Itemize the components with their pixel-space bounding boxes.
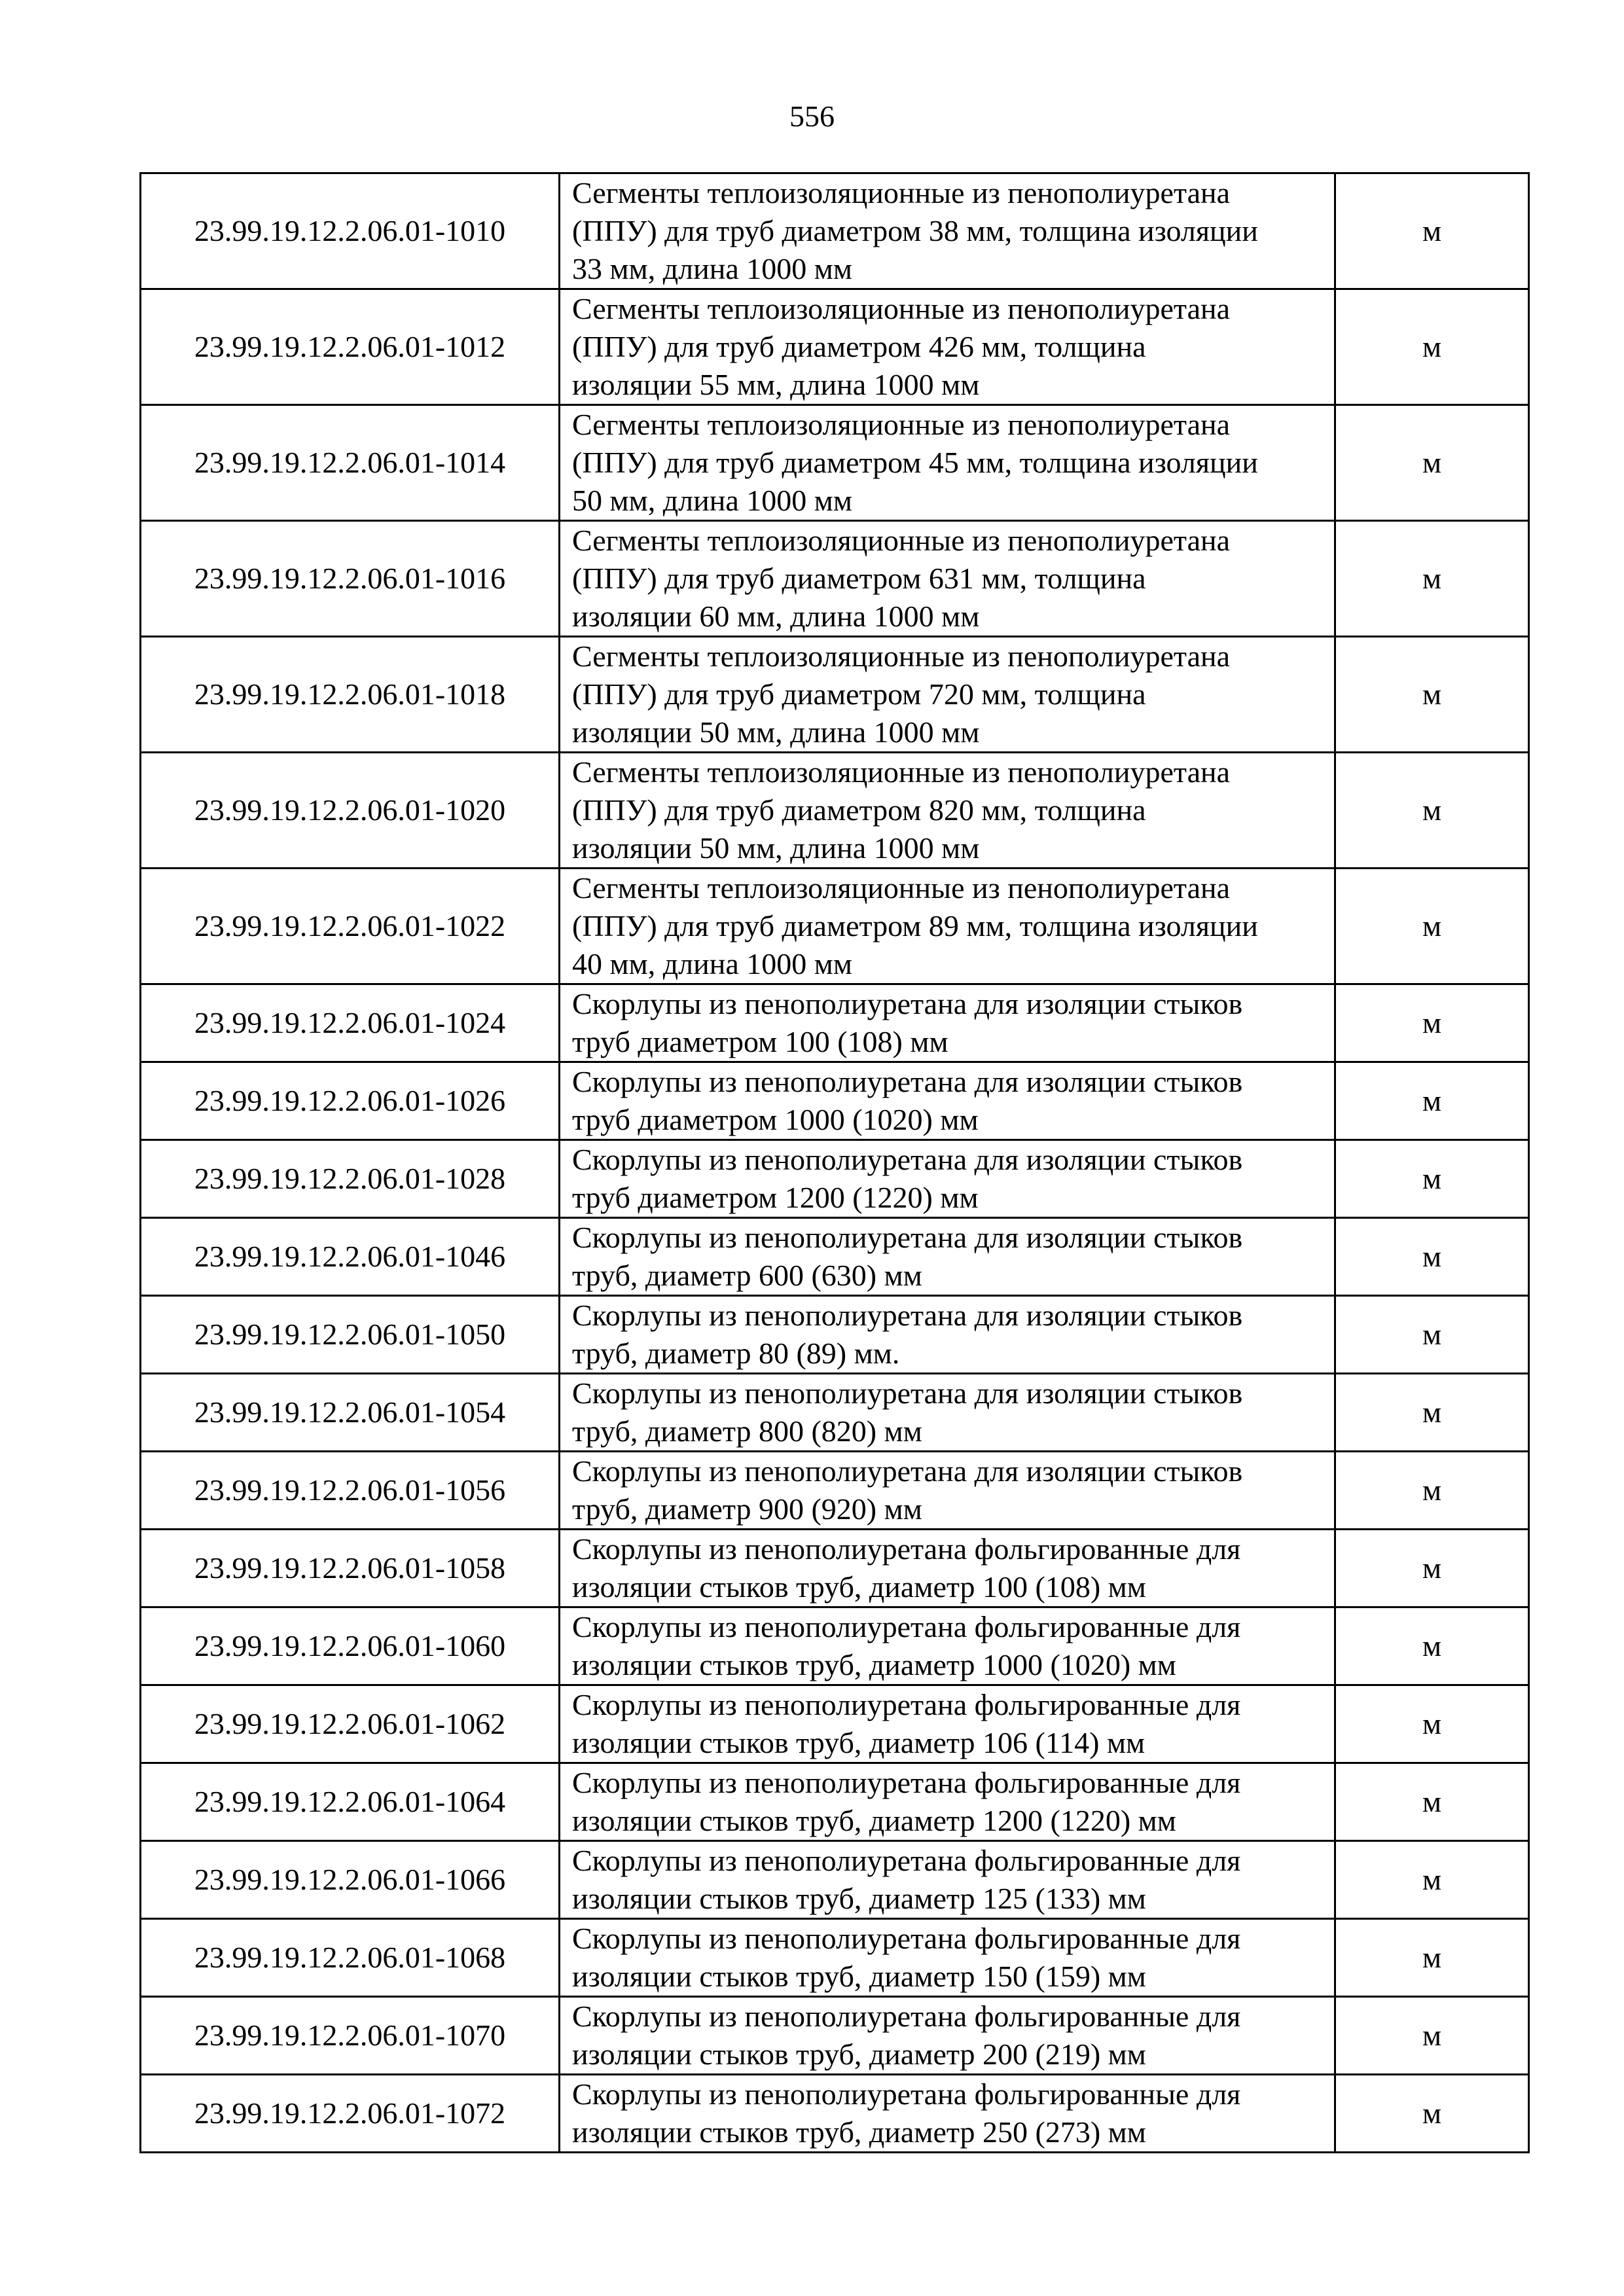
resource-description [560,869,1335,984]
resource-description [560,1374,1335,1452]
description-line: изоляции 60 мм, длина 1000 мм [572,600,980,633]
table-row [141,1607,1529,1685]
description-line: Сегменты теплоизоляционные из пенополиуретана [572,292,1231,325]
description-line: изоляции 55 мм, длина 1000 мм [572,368,980,401]
resource-code: 23.99.19.12.2.06.01-1062 [141,1685,560,1763]
resource-description [560,637,1335,753]
description-line: изоляции 50 мм, длина 1000 мм [572,831,980,865]
resource-code: 23.99.19.12.2.06.01-1064 [141,1763,560,1841]
description-line: Скорлупы из пенополиуретана для изоляции стыков [572,1065,1243,1098]
description-line: 50 мм, длина 1000 мм [572,484,852,517]
description-line: Скорлупы из пенополиуретана для изоляции стыков [572,1299,1243,1332]
description-line: Скорлупы из пенополиуретана для изоляции стыков [572,1454,1243,1488]
resource-code: 23.99.19.12.2.06.01-1018 [141,637,560,753]
resource-code: 23.99.19.12.2.06.01-1028 [141,1140,560,1218]
resource-description [560,984,1335,1062]
description-line: Скорлупы из пенополиуретана фольгированные для [572,1532,1241,1566]
resource-code: 23.99.19.12.2.06.01-1024 [141,984,560,1062]
resource-code: 23.99.19.12.2.06.01-1050 [141,1296,560,1374]
resource-code: 23.99.19.12.2.06.01-1014 [141,405,560,521]
unit-of-measure: м [1335,1607,1529,1685]
table-row [141,1062,1529,1140]
resource-description [560,1140,1335,1218]
description-line: Скорлупы из пенополиуретана фольгированные для [572,1766,1241,1799]
resource-code: 23.99.19.12.2.06.01-1046 [141,1218,560,1296]
resource-description [560,521,1335,637]
unit-of-measure: м [1335,869,1529,984]
description-line: труб диаметром 1000 (1020) мм [572,1103,979,1136]
resource-code: 23.99.19.12.2.06.01-1010 [141,173,560,289]
resource-description [560,289,1335,405]
resource-code: 23.99.19.12.2.06.01-1022 [141,869,560,984]
description-line: (ППУ) для труб диаметром 38 мм, толщина изоляции [572,214,1258,247]
description-line: Скорлупы из пенополиуретана фольгированные для [572,2000,1241,2033]
description-line: Скорлупы из пенополиуретана для изоляции стыков [572,987,1243,1020]
unit-of-measure: м [1335,173,1529,289]
resource-description [560,173,1335,289]
description-line: Скорлупы из пенополиуретана фольгированные для [572,1922,1241,1955]
unit-of-measure: м [1335,1841,1529,1919]
unit-of-measure: м [1335,521,1529,637]
table-row [141,753,1529,869]
resource-description [560,1062,1335,1140]
unit-of-measure: м [1335,1919,1529,1997]
unit-of-measure: м [1335,1763,1529,1841]
resource-description [560,1530,1335,1607]
table-row [141,1140,1529,1218]
resource-code: 23.99.19.12.2.06.01-1026 [141,1062,560,1140]
resource-code: 23.99.19.12.2.06.01-1056 [141,1452,560,1530]
resource-code: 23.99.19.12.2.06.01-1058 [141,1530,560,1607]
resource-description [560,1452,1335,1530]
resource-code: 23.99.19.12.2.06.01-1068 [141,1919,560,1997]
description-line: (ППУ) для труб диаметром 720 мм, толщина [572,677,1146,711]
description-line: изоляции стыков труб, диаметр 125 (133) мм [572,1882,1146,1915]
description-line: Скорлупы из пенополиуретана фольгированные для [572,2077,1241,2111]
resource-table [139,172,1530,2153]
resource-description [560,1685,1335,1763]
description-line: Скорлупы из пенополиуретана фольгированные для [572,1610,1241,1643]
resource-description [560,1841,1335,1919]
unit-of-measure: м [1335,1140,1529,1218]
resource-code: 23.99.19.12.2.06.01-1012 [141,289,560,405]
description-line: Сегменты теплоизоляционные из пенополиуретана [572,755,1231,789]
unit-of-measure: м [1335,1218,1529,1296]
table-row [141,405,1529,521]
description-line: труб, диаметр 80 (89) мм. [572,1336,900,1370]
table-row [141,869,1529,984]
resource-code: 23.99.19.12.2.06.01-1060 [141,1607,560,1685]
description-line: (ППУ) для труб диаметром 820 мм, толщина [572,793,1146,827]
resource-description [560,1919,1335,1997]
table-row [141,1452,1529,1530]
resource-description [560,1607,1335,1685]
resource-description [560,1218,1335,1296]
table-row [141,1841,1529,1919]
table-row [141,1374,1529,1452]
description-line: изоляции стыков труб, диаметр 150 (159) мм [572,1960,1146,1993]
table-row [141,1296,1529,1374]
resource-code: 23.99.19.12.2.06.01-1020 [141,753,560,869]
resource-description [560,753,1335,869]
table-row [141,289,1529,405]
table-row [141,1218,1529,1296]
table-row [141,637,1529,753]
description-line: труб, диаметр 900 (920) мм [572,1492,922,1526]
description-line: Скорлупы из пенополиуретана для изоляции стыков [572,1221,1243,1254]
unit-of-measure: м [1335,753,1529,869]
description-line: труб диаметром 1200 (1220) мм [572,1181,979,1214]
table-row [141,1763,1529,1841]
description-line: Скорлупы из пенополиуретана фольгированные для [572,1688,1241,1721]
description-line: Сегменты теплоизоляционные из пенополиуретана [572,176,1231,209]
unit-of-measure: м [1335,984,1529,1062]
unit-of-measure: м [1335,1374,1529,1452]
table-row [141,1685,1529,1763]
table-row [141,173,1529,289]
table-body [141,173,1529,2153]
resource-code: 23.99.19.12.2.06.01-1066 [141,1841,560,1919]
unit-of-measure: м [1335,1530,1529,1607]
resource-description [560,405,1335,521]
description-line: труб, диаметр 800 (820) мм [572,1414,922,1448]
resource-description [560,1296,1335,1374]
description-line: Скорлупы из пенополиуретана фольгированные для [572,1844,1241,1877]
table-row [141,2075,1529,2153]
description-line: 40 мм, длина 1000 мм [572,947,852,980]
unit-of-measure: м [1335,1062,1529,1140]
description-line: изоляции стыков труб, диаметр 100 (108) мм [572,1570,1146,1604]
description-line: изоляции стыков труб, диаметр 106 (114) мм [572,1726,1146,1759]
description-line: изоляции стыков труб, диаметр 1000 (1020) мм [572,1648,1176,1681]
description-line: (ППУ) для труб диаметром 426 мм, толщина [572,330,1146,363]
unit-of-measure: м [1335,637,1529,753]
unit-of-measure: м [1335,2075,1529,2153]
description-line: Скорлупы из пенополиуретана для изоляции стыков [572,1376,1243,1410]
description-line: (ППУ) для труб диаметром 89 мм, толщина изоляции [572,909,1258,942]
description-line: Сегменты теплоизоляционные из пенополиуретана [572,524,1231,557]
resource-description [560,2075,1335,2153]
description-line: (ППУ) для труб диаметром 45 мм, толщина изоляции [572,446,1258,479]
resource-code: 23.99.19.12.2.06.01-1072 [141,2075,560,2153]
unit-of-measure: м [1335,405,1529,521]
resource-code: 23.99.19.12.2.06.01-1054 [141,1374,560,1452]
resource-description [560,1997,1335,2075]
unit-of-measure: м [1335,1685,1529,1763]
description-line: Скорлупы из пенополиуретана для изоляции стыков [572,1143,1243,1176]
description-line: Сегменты теплоизоляционные из пенополиуретана [572,871,1231,905]
description-line: труб, диаметр 600 (630) мм [572,1259,922,1292]
description-line: (ППУ) для труб диаметром 631 мм, толщина [572,562,1146,595]
description-line: труб диаметром 100 (108) мм [572,1025,948,1058]
unit-of-measure: м [1335,1296,1529,1374]
table-row [141,1530,1529,1607]
description-line: изоляции стыков труб, диаметр 200 (219) мм [572,2037,1146,2071]
page-number: 556 [789,99,835,133]
description-line: Сегменты теплоизоляционные из пенополиуретана [572,639,1231,673]
table-row [141,521,1529,637]
unit-of-measure: м [1335,1452,1529,1530]
description-line: Сегменты теплоизоляционные из пенополиуретана [572,408,1231,441]
table-row [141,1919,1529,1997]
table-row [141,984,1529,1062]
resource-description [560,1763,1335,1841]
description-line: изоляции стыков труб, диаметр 250 (273) мм [572,2115,1146,2149]
description-line: изоляции 50 мм, длина 1000 мм [572,715,980,749]
resource-code: 23.99.19.12.2.06.01-1070 [141,1997,560,2075]
table-row [141,1997,1529,2075]
description-line: изоляции стыков труб, диаметр 1200 (1220) мм [572,1804,1176,1837]
description-line: 33 мм, длина 1000 мм [572,252,852,285]
unit-of-measure: м [1335,289,1529,405]
resource-code: 23.99.19.12.2.06.01-1016 [141,521,560,637]
unit-of-measure: м [1335,1997,1529,2075]
